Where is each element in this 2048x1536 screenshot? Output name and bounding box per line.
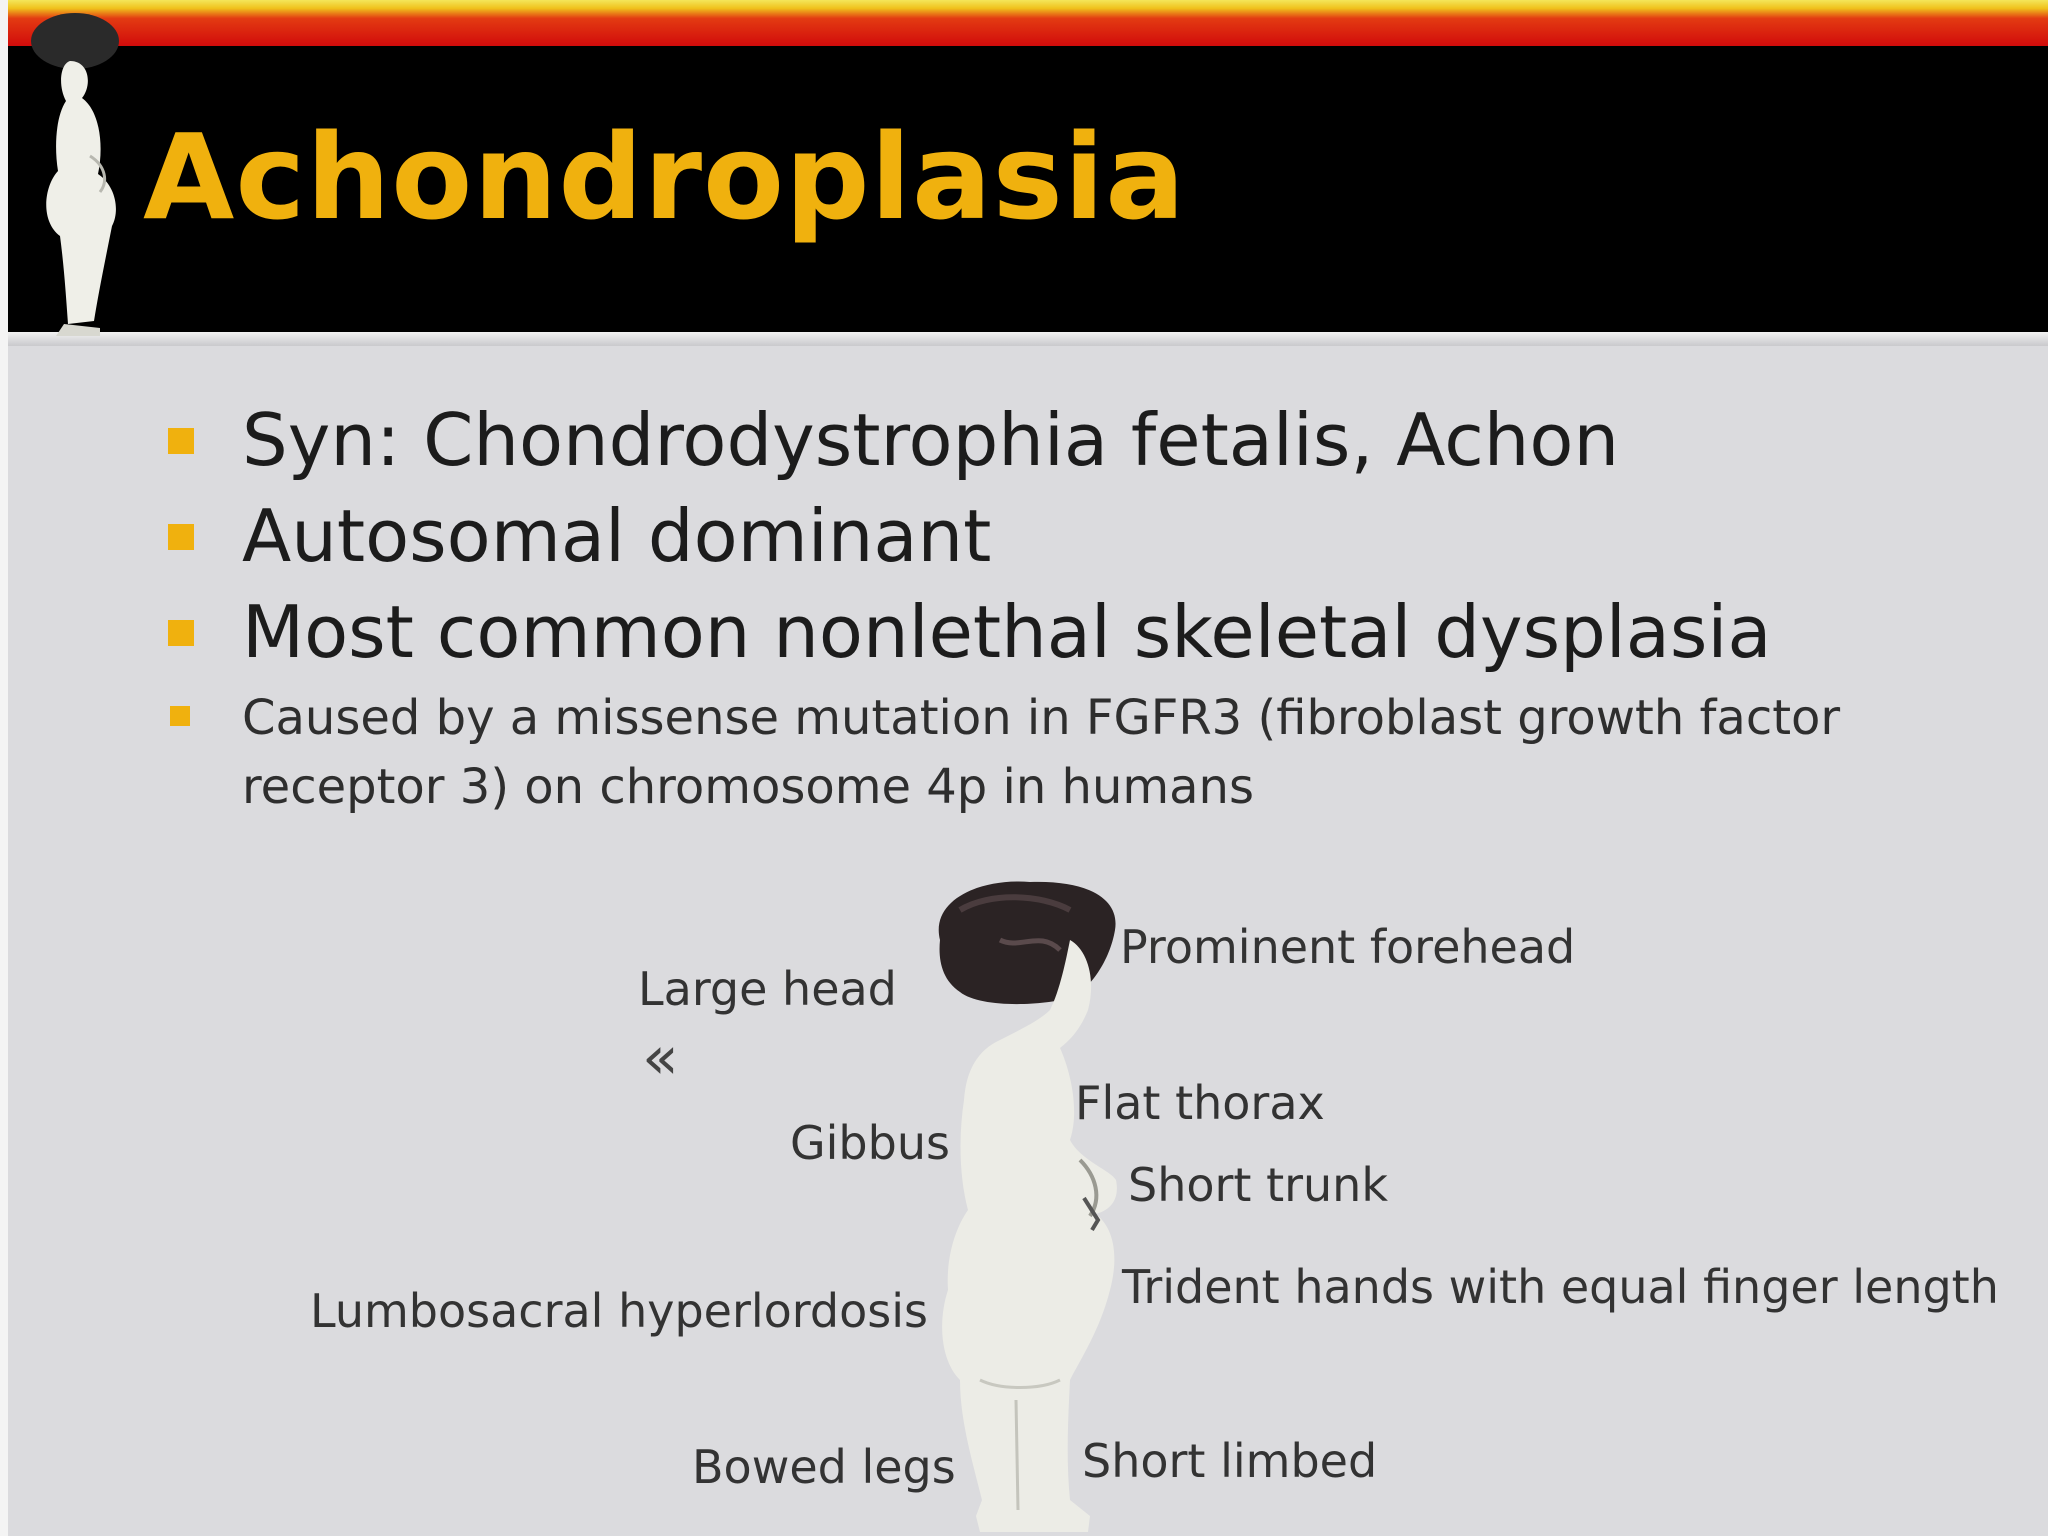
label-flat-thorax: Flat thorax (1075, 1076, 1325, 1130)
label-gibbus: Gibbus (790, 1116, 950, 1170)
bullet-marker-icon (168, 620, 194, 646)
chevron-left-icon: « (642, 1023, 679, 1093)
label-bowed-legs: Bowed legs (692, 1440, 956, 1494)
bullet-text: Caused by a missense mutation in FGFR3 (fibroblast growth factor receptor 3) on chromosome 4p in humans (242, 690, 1841, 815)
bullet-text: Autosomal dominant (242, 494, 992, 578)
slide-left-edge (0, 0, 8, 1536)
bullet-marker-icon (168, 524, 194, 550)
top-color-stripe (0, 0, 2048, 46)
bullet-item (160, 684, 2000, 822)
label-large-head: Large head (638, 962, 897, 1016)
label-short-limbed: Short limbed (1082, 1434, 1378, 1488)
label-short-trunk: Short trunk (1128, 1158, 1388, 1212)
label-lumbosacral-hyperlordosis: Lumbosacral hyperlordosis (310, 1284, 928, 1338)
bullet-item (160, 488, 2000, 584)
header-divider (0, 332, 2048, 346)
header-figure-image (20, 6, 130, 336)
bullet-marker-icon (170, 706, 190, 726)
bullet-item (160, 584, 2000, 680)
bullet-item (160, 392, 2000, 488)
label-prominent-forehead: Prominent forehead (1120, 920, 1576, 974)
bullet-text: Syn: Chondrodystrophia fetalis, Achon (242, 398, 1620, 482)
slide-title: Achondroplasia (143, 108, 1186, 246)
bullet-marker-icon (168, 428, 194, 454)
bullet-list (160, 392, 2000, 822)
bullet-text: Most common nonlethal skeletal dysplasia (242, 590, 1772, 674)
label-trident-hands: Trident hands with equal finger length (1122, 1260, 1999, 1314)
